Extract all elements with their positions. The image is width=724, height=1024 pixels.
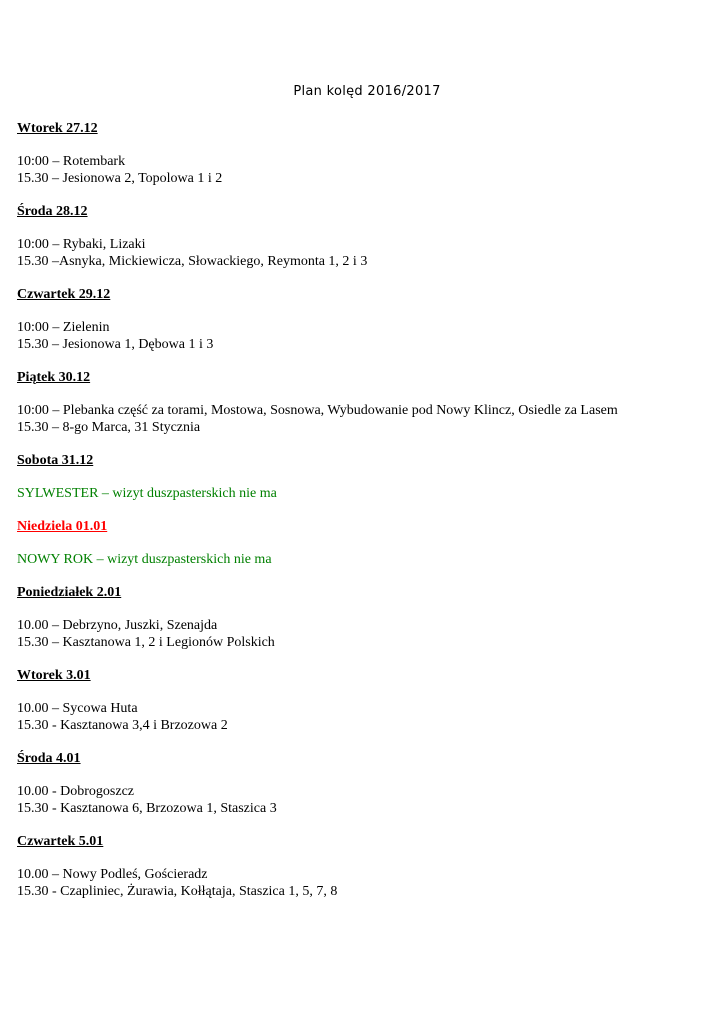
day-entries [17,319,717,353]
day-section [17,203,717,270]
day-section [17,518,717,568]
visit-entry: 15.30 – 8-go Marca, 31 Stycznia [17,420,201,435]
visit-entry: 10.00 - Dobrogoszcz [17,784,135,799]
day-section [17,120,717,187]
schedule-list [17,120,717,916]
visit-entry: 10.00 – Nowy Podleś, Gościeradz [17,867,208,882]
visit-entry: 15.30 – Kasztanowa 1, 2 i Legionów Polskich [17,635,275,650]
visit-entry: 10.00 – Sycowa Huta [17,701,138,716]
day-heading: Wtorek 27.12 [17,121,98,136]
day-heading: Poniedziałek 2.01 [17,585,122,600]
document-title: Plan kolęd 2016/2017 [293,84,441,99]
visit-entry: 10:00 – Plebanka część za torami, Mostowa, Sosnowa, Wybudowanie pod Nowy Klincz, Osiedle za Lasem [17,403,618,418]
visit-entry: 15.30 - Kasztanowa 6, Brzozowa 1, Staszica 3 [17,801,277,816]
day-section [17,584,717,651]
day-note: SYLWESTER – wizyt duszpasterskich nie ma [17,486,277,501]
day-entries [17,236,717,270]
visit-entry: 15.30 - Kasztanowa 3,4 i Brzozowa 2 [17,718,228,733]
visit-entry: 10.00 – Debrzyno, Juszki, Szenajda [17,618,218,633]
visit-entry: 15.30 – Jesionowa 2, Topolowa 1 i 2 [17,171,223,186]
day-section [17,750,717,817]
day-heading: Czwartek 5.01 [17,834,104,849]
day-section [17,286,717,353]
day-heading: Środa 4.01 [17,751,81,766]
day-entries [17,402,717,436]
day-entries [17,783,717,817]
day-entries [17,700,717,734]
day-heading: Wtorek 3.01 [17,668,91,683]
day-heading: Piątek 30.12 [17,370,91,385]
day-entries [17,485,717,502]
day-section [17,369,717,436]
visit-entry: 15.30 - Czapliniec, Żurawia, Kołłątaja, Staszica 1, 5, 7, 8 [17,884,338,899]
day-entries [17,551,717,568]
visit-entry: 10:00 – Rotembark [17,154,126,169]
visit-entry: 15.30 –Asnyka, Mickiewicza, Słowackiego, Reymonta 1, 2 i 3 [17,254,368,269]
day-heading: Niedziela 01.01 [17,519,108,534]
day-section [17,452,717,502]
visit-entry: 15.30 – Jesionowa 1, Dębowa 1 i 3 [17,337,214,352]
day-heading: Sobota 31.12 [17,453,94,468]
day-section [17,667,717,734]
day-section [17,833,717,900]
day-entries [17,866,717,900]
day-heading: Środa 28.12 [17,204,88,219]
day-heading: Czwartek 29.12 [17,287,111,302]
visit-entry: 10:00 – Zielenin [17,320,110,335]
day-entries [17,153,717,187]
day-entries [17,617,717,651]
document-title-wrap [0,84,724,99]
day-note: NOWY ROK – wizyt duszpasterskich nie ma [17,552,272,567]
visit-entry: 10:00 – Rybaki, Lizaki [17,237,146,252]
